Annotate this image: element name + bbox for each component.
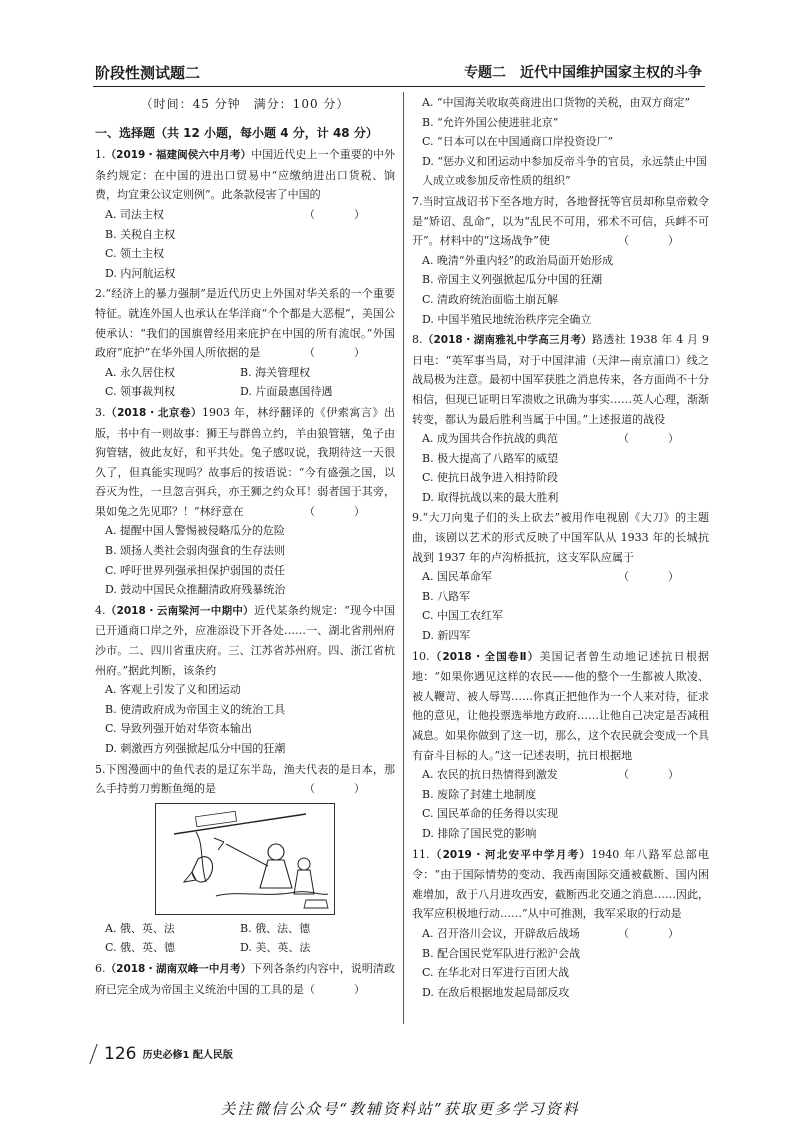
option-d: D. 内河航运权 — [105, 266, 176, 280]
question-number: 10. — [412, 649, 430, 663]
answer-blank: （ ） — [618, 926, 693, 940]
question-source: （2018・湖南双峰一中月考） — [105, 962, 252, 975]
question-source: （2019・河北安平中学月考） — [429, 848, 592, 861]
option-c: C. “日本可以在中国通商口岸投资设厂” — [422, 135, 614, 149]
option-d: D. 新四军 — [422, 629, 471, 643]
option-a: A. 永久居住权 — [105, 365, 175, 379]
question-text: 近代某条约规定：“现今中国已开通商口岸之外，应准添设下开各处……一、湖北省荆州府沙市。二、四川省重庆府。三、江苏省苏州府。四、浙江省杭州府。”据此判断，该条约 — [95, 603, 395, 677]
page-footer — [93, 1043, 233, 1064]
option-b: B. 颂扬人类社会弱肉强食的生存法则 — [105, 544, 286, 558]
option-d: D. 片面最惠国待遇 — [240, 385, 333, 399]
options — [95, 205, 304, 283]
watermark-text: 关注微信公众号“教辅资料站”获取更多学习资料 — [220, 1100, 580, 1118]
exam-time-line: （时间：45 分钟 满分：100 分） — [140, 97, 350, 111]
answer-blank: （ ） — [618, 768, 693, 782]
question-number: 2. — [95, 287, 106, 301]
question-text: 当时宣战诏书下至各地方时，各地督抚等官员却称皇帝敕令是“矫诏、乱命”，以为“乱民不可用，邪术不可信，兵衅不可开”。材料中的“这场战争”使 — [412, 194, 709, 248]
option-b: B. 帝国主义列强掀起瓜分中国的狂潮 — [422, 273, 603, 287]
section-title: 一、选择题（共 12 小题，每小题 4 分，计 48 分） — [95, 125, 378, 140]
option-a: A. 成为国共合作抗战的典范 — [422, 432, 558, 446]
option-b: B. “允许外国公使进驻北京” — [422, 115, 559, 129]
options — [95, 363, 395, 402]
question-3 — [95, 403, 395, 600]
option-a: A. 俄、英、法 — [105, 921, 175, 935]
question-text: “大刀向鬼子们的头上砍去”被用作电视剧《大刀》的主题曲，该剧以艺术的形式反映了中国军队从 1933 年的长城抗战到 1937 年的卢沟桥抵抗，这支军队应属于 — [412, 511, 709, 564]
option-d: D. “惩办义和团运动中参加反帝斗争的官员，永远禁止中国人成立或参加反帝性质的组织” — [422, 154, 708, 188]
question-11 — [412, 845, 709, 1003]
question-6-options — [412, 93, 709, 191]
option-a: A. 晚清“外重内轻”的政治局面开始形成 — [422, 253, 614, 267]
question-stem — [95, 760, 395, 799]
question-text: 路透社 1938 年 4 月 9 日电：“英军事当局，对于中国津浦（天津—南京浦口）线之战局极为注意。最初中国军获胜之消息传来，各方面尚不十分相信，但现已证明日军溃败之讯确为事实……英人心理，渐渐转变，都认为最后胜利当属于中国。”上述报道的战役 — [412, 333, 709, 426]
answer-blank: （ ） — [618, 570, 693, 584]
question-text: 下图漫画中的鱼代表的是辽东半岛，渔夫代表的是日本，那么手持剪刀剪断鱼绳的是 — [95, 762, 395, 796]
option-b: B. 配合国民党军队进行淞沪会战 — [422, 946, 581, 960]
question-stem — [95, 403, 395, 522]
option-a: A. 司法主权 — [105, 207, 164, 221]
option-b: B. 关税自主权 — [105, 227, 176, 241]
header-rule — [93, 86, 705, 87]
question-number: 7. — [412, 194, 423, 208]
question-number: 8. — [412, 333, 423, 347]
option-c: C. 中国工农红军 — [422, 609, 504, 623]
option-d: D. 鼓动中国民众推翻清政府残暴统治 — [105, 583, 286, 597]
answer-blank: （ ） — [304, 782, 379, 796]
option-b: B. 俄、法、德 — [240, 921, 311, 935]
option-c: C. 领事裁判权 — [105, 385, 176, 399]
question-text: 美国记者曾生动地记述抗日根据地：“如果你遇见这样的农民——他的整个一生都被人欺凌、被人鞭苛、被人辱骂……你真正把他作为一个人来对待，征求他的意见，让他投票选举地方政府……让他自己决定是否减租减息。如果你做到了这一切，那么，这个农民就会变成一个具有奋斗目标的人。”这一记述表明，抗日根据地 — [412, 649, 710, 762]
question-source: （2018・全国卷Ⅱ） — [429, 650, 540, 663]
question-4 — [95, 601, 395, 759]
page-number: 126 — [104, 1043, 137, 1064]
cartoon-illustration — [155, 803, 335, 915]
question-number: 1. — [95, 148, 106, 162]
option-d: D. 在敌后根据地发起局部反攻 — [422, 985, 570, 999]
answer-blank: （ ） — [304, 207, 379, 221]
question-10 — [412, 647, 709, 844]
cartoon-drawing — [156, 804, 334, 914]
question-number: 9. — [412, 511, 423, 525]
question-1 — [95, 145, 395, 283]
option-a: A. 农民的抗日热情得到激发 — [422, 768, 558, 782]
question-stem — [95, 284, 395, 362]
option-a: A. 国民革命军 — [422, 570, 492, 584]
question-text: 下列各条约内容中，说明清政府已完全成为帝国主义统治中国的工具的是 — [95, 961, 396, 996]
question-number: 11. — [412, 847, 430, 861]
option-d: D. 排除了国民党的影响 — [422, 826, 537, 840]
question-number: 5. — [95, 762, 106, 776]
option-c: C. 呼吁世界列强承担保护弱国的责任 — [105, 563, 286, 577]
question-number: 3. — [95, 405, 106, 419]
answer-blank: （ ） — [618, 234, 693, 248]
option-c: C. 国民革命的任务得以实现 — [422, 807, 559, 821]
option-c: C. 在华北对日军进行百团大战 — [422, 966, 570, 980]
question-source: （2019・福建闽侯六中月考） — [105, 149, 252, 162]
option-c: C. 俄、英、德 — [105, 941, 176, 955]
question-stem — [412, 192, 709, 251]
option-c: C. 使抗日战争进入相持阶段 — [422, 471, 559, 485]
footer-book-title: 历史必修1 配人民版 — [142, 1050, 233, 1061]
header-left-title: 阶段性测试题二 — [95, 64, 201, 82]
right-column — [412, 93, 709, 1003]
option-d: D. 美、英、法 — [240, 941, 311, 955]
question-text: “经济上的暴力强制”是近代历史上外国对华关系的一个重要特征。就连外国人也承认在华洋商“个个都是大恶棍”，美国公使承认：“我们的国旗曾经用来庇护在中国的所有流氓。”外国政府“庇护”在华外国人所依据的是 — [95, 287, 395, 360]
question-6 — [95, 959, 395, 999]
question-8 — [412, 330, 709, 507]
question-stem — [95, 959, 395, 999]
question-2 — [95, 284, 395, 402]
header-right-title: 专题二 近代中国维护国家主权的斗争 — [464, 65, 702, 81]
option-b: B. 海关管理权 — [240, 365, 311, 379]
option-c: C. 导致列强开始对华资本输出 — [105, 722, 253, 736]
options — [412, 567, 618, 645]
question-source: （2018・北京卷） — [105, 406, 203, 419]
option-d: D. 中国半殖民地统治秩序完全确立 — [422, 312, 592, 326]
answer-blank: （ ） — [618, 432, 693, 446]
option-a: A. “中国海关收取英商进出口货物的关税，由双方商定” — [422, 96, 691, 109]
answer-blank: （ ） — [304, 982, 379, 996]
question-source: （2018・云南梁河一中期中） — [105, 604, 254, 617]
option-a: A. 提醒中国人警惕被侵略瓜分的危险 — [105, 524, 285, 538]
options — [95, 919, 395, 958]
question-7 — [412, 192, 709, 329]
option-b: B. 极大提高了八路军的威望 — [422, 451, 559, 465]
option-b: B. 废除了封建土地制度 — [422, 787, 537, 801]
option-a: A. 客观上引发了义和团运动 — [105, 683, 241, 697]
option-b: B. 八路军 — [422, 589, 471, 603]
column-divider — [403, 92, 404, 1024]
question-text: 中国近代史上一个重要的中外条约规定：在中国的进出口贸易中“应缴纳进出口货税、饷费，均宜秉公议定则例”。此条款侵害了中国的 — [95, 148, 396, 202]
question-number: 6. — [95, 961, 106, 975]
left-column — [95, 93, 395, 1000]
question-5 — [95, 760, 395, 958]
answer-blank: （ ） — [304, 504, 379, 518]
question-stem — [95, 601, 395, 680]
question-9 — [412, 508, 709, 645]
question-text: 1903 年，林纾翻译的《伊索寓言》出版，书中有一则故事：狮王与群兽立约，羊由狼管辖，兔子由狗管辖，彼此友好，和平共处。兔子感叹说，我期待这一天很久了，但真能实现吗？故事后的按语说：“今有盛强之国，以吞灭为性，一旦忽言弭兵，亦王狮之约众耳！弱者国于其旁，果如兔之先见耶？！”林纾意在 — [95, 405, 395, 518]
question-source: （2018・湖南雅礼中学高三月考） — [422, 334, 592, 347]
option-b: B. 使清政府成为帝国主义的统治工具 — [105, 702, 286, 716]
answer-blank: （ ） — [304, 346, 379, 360]
option-d: D. 取得抗战以来的最大胜利 — [422, 490, 559, 504]
question-text: 1940 年八路军总部电令：“由于国际情势的变动、我西南国际交通被截断、国内困难增加，敌于八月进攻西安，截断西北交通之消息……因此，我军应积极地行动……”从中可推测，我军采取的行动是 — [412, 847, 709, 921]
question-number: 4. — [95, 603, 106, 617]
option-d: D. 刺激西方列强掀起瓜分中国的狂潮 — [105, 742, 286, 755]
option-c: C. 清政府统治面临土崩瓦解 — [422, 292, 559, 306]
option-c: C. 领土主权 — [105, 247, 165, 261]
option-a: A. 召开洛川会议，开辟敌后战场 — [422, 926, 580, 940]
